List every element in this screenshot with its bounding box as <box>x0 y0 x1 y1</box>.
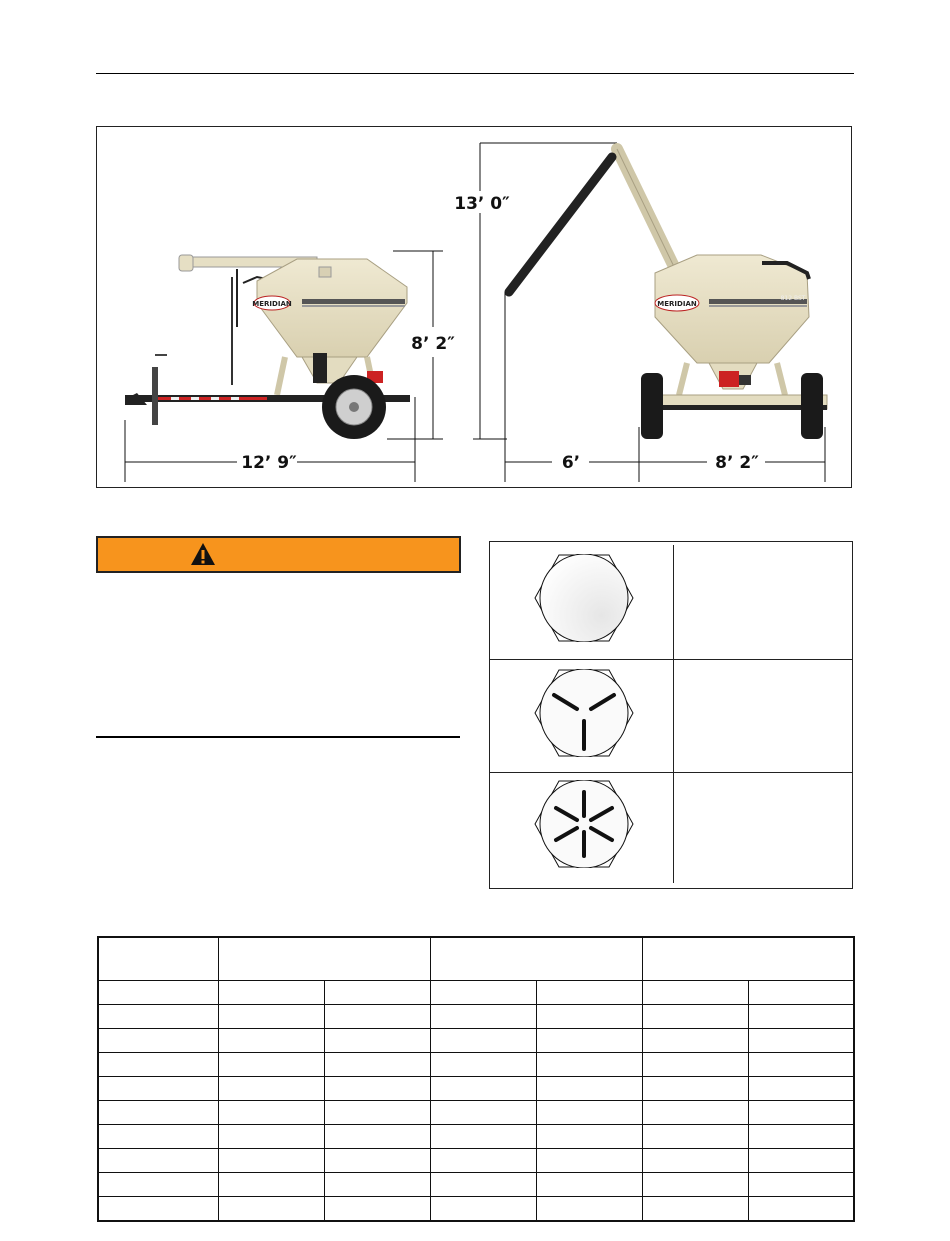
table-cell <box>98 1149 218 1173</box>
table-cell <box>748 1029 854 1053</box>
table-cell <box>324 1125 430 1149</box>
bolt-grade-chart <box>489 541 853 889</box>
bolt-row-6-line <box>490 772 852 888</box>
bolt-row-plain <box>490 542 852 660</box>
table-cell <box>748 1197 854 1222</box>
trailer-drawings <box>97 127 853 489</box>
table-cell <box>642 1005 748 1029</box>
table-cell <box>218 1149 324 1173</box>
table-cell <box>536 1173 642 1197</box>
table-cell <box>98 1197 218 1222</box>
table-cell <box>430 1101 536 1125</box>
table-cell <box>748 1173 854 1197</box>
table-row <box>98 1197 854 1222</box>
table-header-cell <box>430 937 642 981</box>
top-rule <box>96 73 854 74</box>
table-cell <box>218 1053 324 1077</box>
table-cell <box>430 1005 536 1029</box>
brand-logo-right: MERIDIAN <box>657 300 697 308</box>
hex-bolt-3-line-icon <box>534 669 634 757</box>
table-cell <box>218 1101 324 1125</box>
table-cell <box>748 1053 854 1077</box>
table-cell <box>324 1005 430 1029</box>
table-cell <box>218 981 324 1005</box>
table-cell <box>748 1149 854 1173</box>
length-dimension: 12’ 9″ <box>241 453 297 473</box>
table-header-cell <box>98 937 218 981</box>
table-cell <box>642 1029 748 1053</box>
table-cell <box>748 1005 854 1029</box>
table-row <box>98 981 854 1005</box>
table-cell <box>98 981 218 1005</box>
table-cell <box>430 1197 536 1222</box>
table-cell <box>324 981 430 1005</box>
table-cell <box>218 1173 324 1197</box>
table-cell <box>98 1173 218 1197</box>
table-cell <box>536 1077 642 1101</box>
table-row <box>98 1053 854 1077</box>
table-cell <box>324 1101 430 1125</box>
table-row <box>98 1077 854 1101</box>
hex-bolt-6-line-icon <box>534 780 634 868</box>
table-cell <box>98 1125 218 1149</box>
table-cell <box>536 1125 642 1149</box>
table-cell <box>218 1005 324 1029</box>
torque-table <box>97 936 855 1222</box>
table-row <box>98 1029 854 1053</box>
table-cell <box>430 1053 536 1077</box>
table-cell <box>642 1077 748 1101</box>
table-header-row <box>98 937 854 981</box>
table-cell <box>430 1125 536 1149</box>
table-cell <box>642 1197 748 1222</box>
hex-bolt-plain-icon <box>534 554 634 642</box>
table-cell <box>430 1173 536 1197</box>
table-cell <box>748 981 854 1005</box>
table-cell <box>642 1125 748 1149</box>
table-cell <box>642 1101 748 1125</box>
table-cell <box>642 1173 748 1197</box>
table-header-cell <box>218 937 430 981</box>
dimension-figure <box>96 126 852 488</box>
table-cell <box>430 1149 536 1173</box>
table-cell <box>536 1101 642 1125</box>
table-cell <box>430 981 536 1005</box>
brand-logo-left: MERIDIAN <box>252 300 292 308</box>
table-cell <box>536 1029 642 1053</box>
table-row <box>98 1125 854 1149</box>
table-cell <box>748 1077 854 1101</box>
width-dimension: 8’ 2″ <box>715 453 759 473</box>
table-cell <box>218 1125 324 1149</box>
table-cell <box>218 1077 324 1101</box>
overall-height-dimension: 13’ 0″ <box>454 194 510 214</box>
table-cell <box>324 1029 430 1053</box>
table-cell <box>98 1101 218 1125</box>
section-rule <box>96 736 460 738</box>
table-cell <box>98 1077 218 1101</box>
side-view <box>125 251 455 482</box>
table-cell <box>642 1053 748 1077</box>
table-cell <box>536 1053 642 1077</box>
table-cell <box>536 1149 642 1173</box>
auger-reach-dimension: 6’ <box>561 453 581 473</box>
table-cell <box>324 1077 430 1101</box>
table-cell <box>98 1005 218 1029</box>
table-header-cell <box>642 937 854 981</box>
table-cell <box>218 1197 324 1222</box>
model-decal: 812 BST <box>780 295 806 302</box>
table-cell <box>536 1197 642 1222</box>
warning-triangle-icon <box>190 541 216 567</box>
table-cell <box>98 1029 218 1053</box>
table-cell <box>536 981 642 1005</box>
bolt-row-3-line <box>490 659 852 773</box>
table-cell <box>748 1101 854 1125</box>
table-row <box>98 1173 854 1197</box>
table-cell <box>218 1029 324 1053</box>
table-cell <box>430 1029 536 1053</box>
table-cell <box>642 981 748 1005</box>
bolt-chart-divider <box>673 545 674 883</box>
table-cell <box>324 1149 430 1173</box>
table-cell <box>748 1125 854 1149</box>
bin-height-dimension: 8’ 2″ <box>411 334 455 354</box>
table-cell <box>324 1053 430 1077</box>
table-row <box>98 1005 854 1029</box>
table-row <box>98 1101 854 1125</box>
table-cell <box>98 1053 218 1077</box>
table-cell <box>430 1077 536 1101</box>
table-cell <box>324 1197 430 1222</box>
warning-banner <box>96 536 461 573</box>
table-cell <box>324 1173 430 1197</box>
table-cell <box>536 1005 642 1029</box>
table-cell <box>642 1149 748 1173</box>
table-row <box>98 1149 854 1173</box>
rear-view <box>454 143 827 482</box>
